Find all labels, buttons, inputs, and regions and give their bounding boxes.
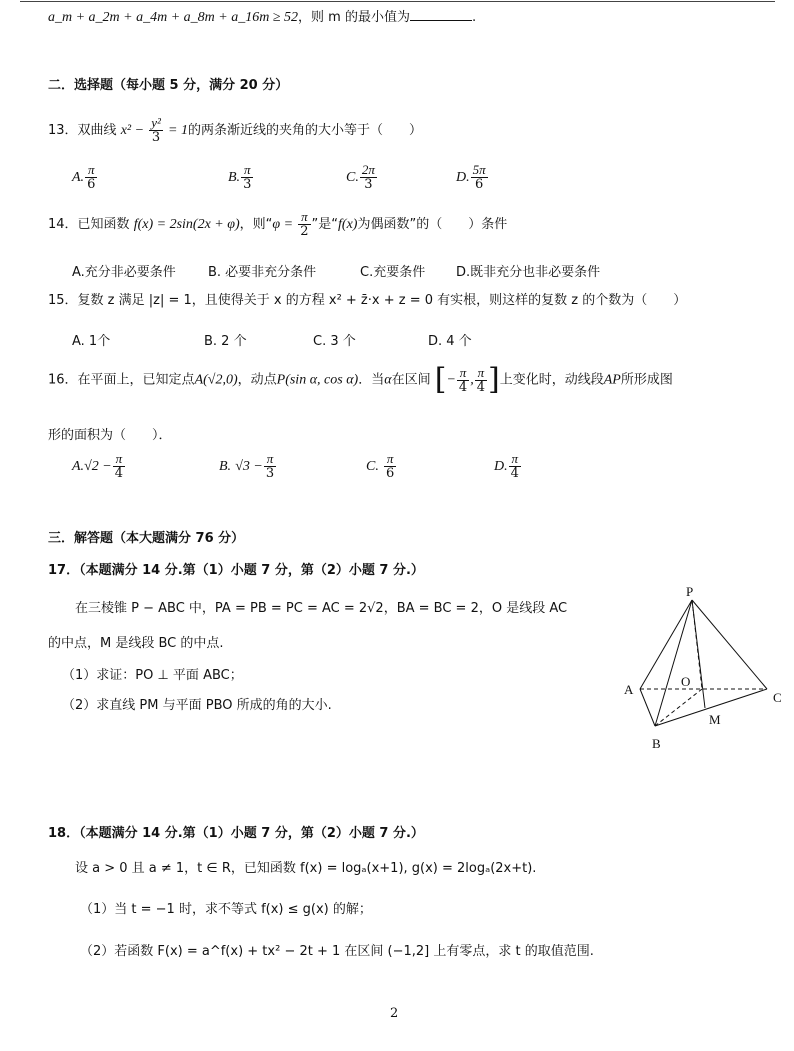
q14-number: 14．	[48, 217, 78, 232]
q16-stem-line1: 16．在平面上，已知定点A(√2,0)，动点P(sin α, cos α)．当α在区间 [− $\frac{\pi}{4}$ , $\frac{\pi}{4}$ ]上变化时，动线段AP所形成图	[48, 362, 673, 397]
label-b: B	[652, 736, 661, 751]
q15-number: 15．	[48, 293, 78, 308]
q17-part1: （1）求证：PO ⊥ 平面 ABC；	[62, 668, 243, 683]
q18-part2: （2）若函数 F(x) = a^f(x) + tx² − 2t + 1 在区间 (−1,2] 上有零点，求 t 的取值范围.	[80, 944, 594, 959]
q13-option-a: A. $\frac{\pi}{6}$	[72, 162, 96, 192]
q15-option-d: D. 4 个	[428, 334, 472, 349]
q14-function: f(x) = 2sin(2x + φ)	[133, 217, 240, 232]
q14-option-d: D.既非充分也非必要条件	[456, 265, 601, 280]
q16-option-c: C. $\frac{\pi}{6}$	[366, 451, 395, 481]
q16-point-a: A(√2,0)	[194, 372, 238, 388]
q16-segment: AP	[603, 372, 621, 388]
q16-interval-right: $\frac{\pi}{4}$	[476, 364, 485, 395]
q15-option-a: A. 1个	[72, 334, 111, 349]
q18-body: 设 a > 0 且 a ≠ 1，t ∈ R，已知函数 f(x) = logₐ(x+1), g(x) = 2logₐ(2x+t).	[75, 861, 537, 876]
q16-text-b: ，动点	[237, 372, 277, 388]
q14-mid2: ”是“	[311, 217, 339, 232]
q13-fraction: $\frac{\text{y²}}{3}$	[151, 115, 161, 145]
label-m: M	[709, 712, 721, 727]
q16-option-a: A.√2 − $\frac{\pi}{4}$	[72, 451, 123, 481]
q16-stem-line2: 形的面积为（ ）．	[48, 428, 172, 443]
q13-option-c: C. $\frac{2\pi}{3}$	[346, 162, 375, 192]
q16-number: 16．	[48, 372, 78, 388]
q15-option-c: C. 3 个	[313, 334, 356, 349]
label-c: C	[773, 690, 782, 705]
q13-number: 13．	[48, 123, 78, 138]
edge-pc	[692, 600, 767, 689]
q14-option-b: B. 必要非充分条件	[208, 265, 317, 280]
q13-expression: x² −	[120, 123, 145, 138]
q14-stem: 14．已知函数 f(x) = 2sin(2x + φ)，则“φ = $\frac{\pi}{2}$ ”是“f(x)为偶函数”的（ ）条件	[48, 209, 508, 239]
q14-option-a: A.充分非必要条件	[72, 265, 176, 280]
segment-bo-hidden	[655, 689, 702, 726]
q12-text: ，则 m 的最小值为	[298, 10, 410, 25]
q16-text-f: 所形成图	[620, 372, 673, 388]
section-3-title: 三．解答题（本大题满分 76 分）	[48, 531, 245, 546]
q14-function2: f(x)	[338, 217, 358, 232]
q13-option-d: D. $\frac{5\pi}{6}$	[456, 162, 486, 192]
q14-condition: $\frac{\pi}{2}$	[300, 209, 309, 239]
label-a: A	[624, 682, 634, 697]
edge-pb	[655, 600, 692, 726]
label-p: P	[686, 584, 694, 599]
q13-stem: 13．双曲线 x² − $\frac{\text{y²}}{3}$ = 1的两条渐近线的夹角的大小等于（ ）	[48, 115, 422, 145]
q17-body-line1: 在三棱锥 P − ABC 中，PA = PB = PC = AC = 2√2，BA = BC = 2，O 是线段 AC	[75, 601, 568, 616]
q16-interval-left: $\frac{\pi}{4}$	[458, 364, 468, 395]
q13-pre: 双曲线	[77, 123, 117, 138]
q15-text: 复数 z 满足 |z| = 1，且使得关于 x 的方程 x² + z̄·x + z = 0 有实根，则这样的复数 z 的个数为（ ）	[77, 293, 687, 308]
q12-end: .	[471, 10, 477, 25]
q16-alpha: α	[384, 372, 392, 388]
q17-header: 17．（本题满分 14 分.第（1）小题 7 分，第（2）小题 7 分.）	[48, 563, 424, 578]
q13-post: 的两条渐近线的夹角的大小等于（ ）	[187, 123, 422, 138]
q14-option-c: C.充要条件	[360, 265, 426, 280]
q16-text-e: 上变化时，动线段	[499, 372, 604, 388]
section-2-title: 二．选择题（每小题 5 分，满分 20 分）	[48, 78, 289, 93]
q17-body-line2: 的中点，M 是线段 BC 的中点.	[48, 636, 224, 651]
q14-mid1: ，则“	[239, 217, 273, 232]
q12-tail	[48, 6, 476, 26]
q16-text-c: ．当	[358, 372, 385, 388]
q16-point-p: P(sin α, cos α)	[276, 372, 359, 388]
tetrahedron-figure	[610, 582, 790, 752]
edge-ab	[640, 689, 655, 726]
label-o: O	[681, 674, 691, 689]
page-number: 2	[390, 1006, 399, 1021]
q15-option-b: B. 2 个	[204, 334, 247, 349]
top-rule	[20, 1, 775, 2]
q17-part2: （2）求直线 PM 与平面 PBO 所成的角的大小.	[62, 698, 332, 713]
q16-text-a: 在平面上，已知定点	[77, 372, 195, 388]
q15-stem	[48, 289, 686, 308]
q14-post: 为偶函数”的（ ）条件	[357, 217, 508, 232]
q16-option-d: D. $\frac{\pi}{4}$	[494, 451, 519, 481]
q18-part1: （1）当 t = −1 时，求不等式 f(x) ≤ g(x) 的解；	[80, 902, 372, 917]
q13-option-b: B. $\frac{\pi}{3}$	[228, 162, 252, 192]
q16-option-b: B. √3 − $\frac{\pi}{3}$	[219, 451, 275, 481]
q18-header: 18．（本题满分 14 分.第（1）小题 7 分，第（2）小题 7 分.）	[48, 826, 424, 841]
answer-blank	[410, 8, 472, 21]
q14-pre: 已知函数	[77, 217, 130, 232]
q12-expression: a_m + a_2m + a_4m + a_8m + a_16m ≥ 52	[48, 10, 299, 25]
q16-text-d: 在区间	[391, 372, 431, 388]
